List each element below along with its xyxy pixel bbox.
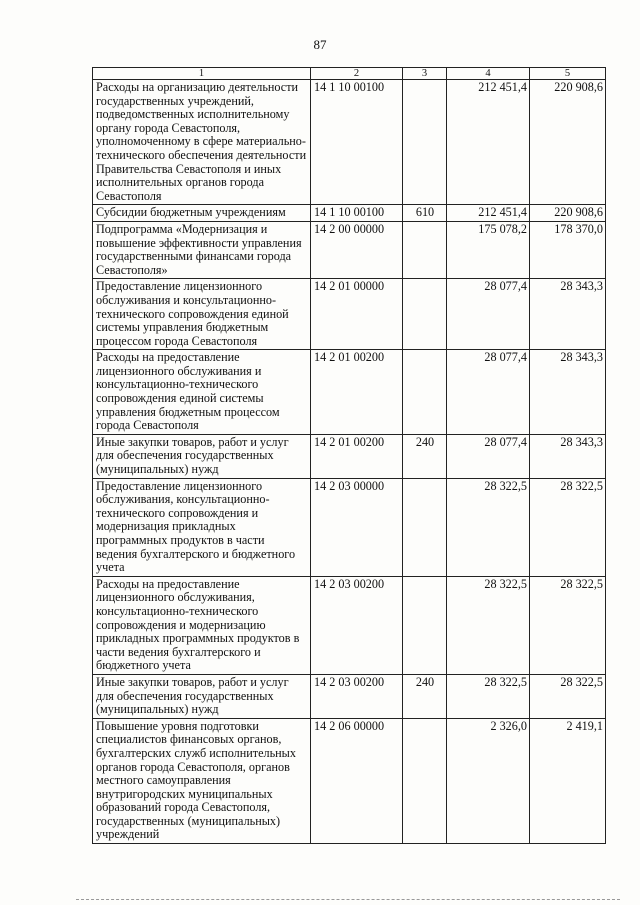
row-name: Расходы на организацию деятельности государственных учреждений, подведомственных исполнительному органу города Севастополя, уполномоченному в сфере материально-технического обеспечения деятельности Правительства Севастополя и иных исполнительных органов города Севастополя <box>93 80 311 205</box>
header-col-5: 5 <box>530 68 606 80</box>
row-expense-type: 610 <box>403 205 447 222</box>
bottom-divider <box>76 899 620 900</box>
row-sum-col5: 28 343,3 <box>530 434 606 478</box>
page-number: 87 <box>313 37 327 52</box>
budget-table <box>92 67 606 844</box>
row-name: Предоставление лицензионного обслуживания и консультационно-технического сопровождения единой системы управления бюджетным процессом города Севастополя <box>93 279 311 350</box>
row-name: Иные закупки товаров, работ и услуг для обеспечения государственных (муниципальных) нужд <box>93 674 311 718</box>
row-code: 14 2 00 00000 <box>311 221 403 278</box>
table-row <box>93 279 606 350</box>
row-name: Подпрограмма «Модернизация и повышение эффективности управления государственными финансами города Севастополя» <box>93 221 311 278</box>
row-sum-col4: 28 322,5 <box>447 674 530 718</box>
row-name: Предоставление лицензионного обслуживания, консультационно-технического сопровождения и модернизация прикладных программных продуктов в части ведения бухгалтерского и бюджетного учета <box>93 478 311 576</box>
header-col-4: 4 <box>447 68 530 80</box>
row-sum-col5: 28 322,5 <box>530 478 606 576</box>
row-sum-col4: 28 322,5 <box>447 478 530 576</box>
row-sum-col5: 28 322,5 <box>530 674 606 718</box>
row-code: 14 2 03 00200 <box>311 576 403 674</box>
row-code: 14 1 10 00100 <box>311 205 403 222</box>
row-sum-col4: 28 077,4 <box>447 350 530 435</box>
table-row <box>93 434 606 478</box>
row-sum-col5: 220 908,6 <box>530 80 606 205</box>
row-name: Субсидии бюджетным учреждениям <box>93 205 311 222</box>
table-row <box>93 350 606 435</box>
row-sum-col4: 212 451,4 <box>447 205 530 222</box>
row-sum-col4: 28 322,5 <box>447 576 530 674</box>
row-code: 14 2 03 00000 <box>311 478 403 576</box>
row-code: 14 1 10 00100 <box>311 80 403 205</box>
row-expense-type <box>403 279 447 350</box>
header-col-1: 1 <box>93 68 311 80</box>
row-sum-col5: 28 343,3 <box>530 279 606 350</box>
table-row <box>93 205 606 222</box>
row-code: 14 2 01 00200 <box>311 434 403 478</box>
row-sum-col5: 28 343,3 <box>530 350 606 435</box>
table-row <box>93 576 606 674</box>
row-sum-col4: 28 077,4 <box>447 434 530 478</box>
header-col-3: 3 <box>403 68 447 80</box>
row-sum-col4: 175 078,2 <box>447 221 530 278</box>
row-code: 14 2 06 00000 <box>311 718 403 843</box>
row-expense-type <box>403 350 447 435</box>
header-col-2: 2 <box>311 68 403 80</box>
row-expense-type: 240 <box>403 434 447 478</box>
row-sum-col5: 178 370,0 <box>530 221 606 278</box>
table-row <box>93 221 606 278</box>
row-expense-type <box>403 221 447 278</box>
row-code: 14 2 01 00200 <box>311 350 403 435</box>
row-sum-col4: 28 077,4 <box>447 279 530 350</box>
row-expense-type <box>403 718 447 843</box>
row-sum-col5: 28 322,5 <box>530 576 606 674</box>
row-name: Расходы на предоставление лицензионного обслуживания, консультационно-технического сопровождения и модернизацию прикладных программных продуктов в части ведения бухгалтерского и бюджетного учета <box>93 576 311 674</box>
row-name: Расходы на предоставление лицензионного обслуживания и консультационно-технического сопровождения единой системы управления бюджетным процессом города Севастополя <box>93 350 311 435</box>
row-expense-type <box>403 80 447 205</box>
row-sum-col4: 212 451,4 <box>447 80 530 205</box>
row-expense-type <box>403 576 447 674</box>
table-row <box>93 674 606 718</box>
row-expense-type: 240 <box>403 674 447 718</box>
table-row <box>93 718 606 843</box>
row-sum-col5: 220 908,6 <box>530 205 606 222</box>
row-sum-col4: 2 326,0 <box>447 718 530 843</box>
row-code: 14 2 03 00200 <box>311 674 403 718</box>
table-row <box>93 478 606 576</box>
row-code: 14 2 01 00000 <box>311 279 403 350</box>
row-name: Иные закупки товаров, работ и услуг для обеспечения государственных (муниципальных) нужд <box>93 434 311 478</box>
row-sum-col5: 2 419,1 <box>530 718 606 843</box>
row-name: Повышение уровня подготовки специалистов финансовых органов, бухгалтерских служб исполнительных органов города Севастополя, органов местного самоуправления внутригородских муниципальных образований города Севастополя, государственных (муниципальных) учреждений <box>93 718 311 843</box>
table-row <box>93 80 606 205</box>
row-expense-type <box>403 478 447 576</box>
table-header-row <box>93 68 606 80</box>
